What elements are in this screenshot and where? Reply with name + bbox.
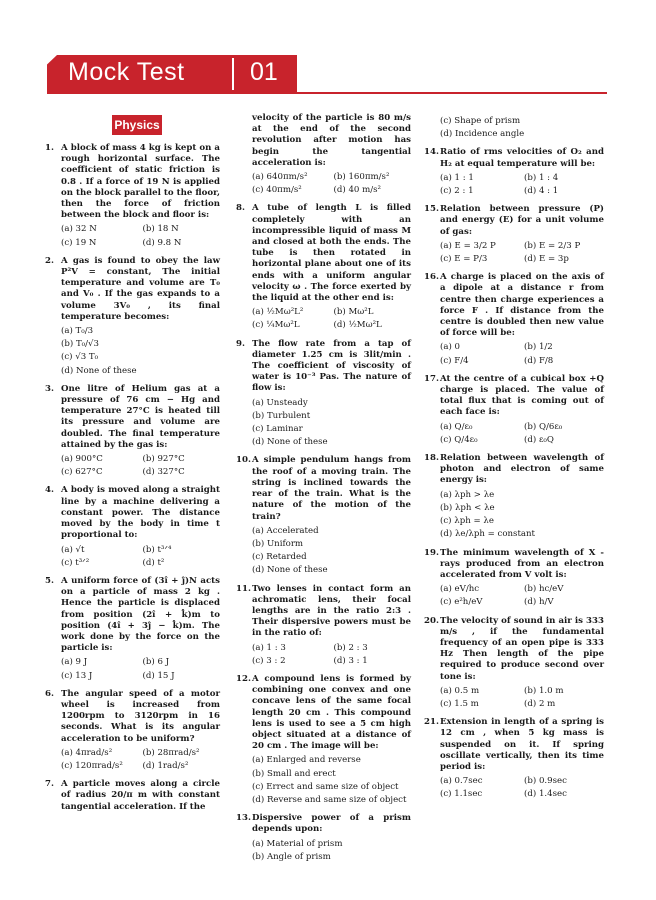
option: (b) Mω²L [333,307,374,318]
options-list [252,397,411,450]
option: (c) 3 : 2 [252,655,286,666]
option: (c) √3 T₀ [61,352,99,363]
option: (d) ε₀Q [524,434,554,445]
option: (b) 6 J [142,657,170,668]
option: (d) 1rad/s² [142,760,189,771]
options-list [61,747,220,773]
question-number: 8. [236,203,245,214]
option: (c) 19 N [61,237,97,248]
question [424,147,604,198]
question-number: 21. [424,717,439,728]
question-text: Extension in length of a spring is 12 cm , when 5 kg mass is suspended on it. If spring oscillate vertically, then its time period is: [440,717,604,772]
option: (a) ½Mω²L² [252,307,304,318]
option: (b) 1.0 m [524,685,564,696]
option: (a) 0.7sec [440,776,483,787]
option: (d) 4 : 1 [524,186,559,197]
question [45,485,220,569]
option: (a) 1 : 1 [440,172,474,183]
option: (b) t³ᐟ⁴ [142,544,172,555]
options-list [440,341,604,367]
option: (c) 1.5 m [440,698,479,709]
question [236,339,411,450]
option: (b) 1/2 [524,342,553,353]
option: (b) 2 : 3 [333,642,368,653]
question-number: 6. [45,688,54,699]
question [45,689,220,773]
question-text: The velocity of sound in air is 333 m/s , if the fundamental frequency of an open pipe is 333 Hz Then length of the pipe required to produce second over tone is: [440,615,604,682]
option: (a) Q/ε₀ [440,421,473,432]
option: (a) √t [61,544,85,555]
option: (b) 28πrad/s² [142,747,200,758]
option: (b) 160πm/s² [333,172,390,183]
column-3 [424,113,604,808]
question-number: 16. [424,272,439,283]
options-list [440,172,604,198]
option: (c) 627°C [61,467,103,478]
question-text: A block of mass 4 kg is kept on a rough horizontal surface. The coefficient of static friction is 0.8 . If a force of 19 N is applied on the block parallel to the floor, then the force of friction between the block and floor is: [61,143,220,221]
option: (c) E = P/3 [440,254,488,265]
options-list [252,838,411,864]
question-number: 11. [236,583,251,594]
option: (a) 0.5 m [440,685,480,696]
option: (d) None of these [61,365,137,376]
question [424,115,604,141]
option: (c) λph = λe [440,516,494,527]
option: (b) 0.9sec [524,776,567,787]
option: (a) 640πm/s² [252,172,308,183]
question-text: The flow rate from a tap of diameter 1.25 cm is 3lit/min . The coefficient of viscosity of water is 10⁻³ Pas. The nature of flow is: [252,338,411,394]
question [424,717,604,801]
question-number: 1. [45,143,54,153]
option: (a) T₀/3 [61,326,94,337]
question [236,113,411,197]
option: (b) λph < λe [440,502,495,513]
question [236,813,411,864]
option: (d) 2 m [524,698,556,709]
option: (a) λph > λe [440,489,495,500]
option: (a) Enlarged and reverse [252,755,361,766]
option: (b) T₀/√3 [61,339,99,350]
question [424,374,604,447]
option: (a) 0 [440,342,461,353]
column-2 [236,113,411,870]
option: (c) e²h/eV [440,597,483,608]
option: (c) Retarded [252,552,307,563]
subject-label: Physics [112,115,162,135]
options-list [61,544,220,570]
option: (d) 327°C [142,467,185,478]
option: (a) E = 3/2 P [440,240,496,251]
question-number: 10. [236,455,251,466]
question-text: A uniform force of (3î + ĵ)N acts on a particle of mass 2 kg . Hence the particle is displaced from position (2î + k̂)m to position (4î + 3ĵ − k̂)m. The work done by the force on the particle is: [61,575,220,654]
option: (a) Unsteady [252,397,308,408]
question-number: 19. [424,547,439,558]
options-list [440,240,604,266]
option: (a) 900°C [61,454,103,465]
option: (c) 40πm/s² [252,185,302,196]
question [236,203,411,332]
options-list [440,489,604,542]
option: (c) 13 J [61,670,93,681]
header-rule [47,92,607,94]
question [45,143,220,250]
options-list [440,583,604,609]
question [45,779,220,813]
question-number: 14. [424,147,439,158]
question-text: Relation between wavelength of photon and electron of same energy is: [440,453,604,486]
question-text: A body is moved along a straight line by a machine delivering a constant power. The distance moved by the body in time t proportional to: [61,485,220,541]
option: (a) eV/hc [440,584,480,595]
option: (c) Errect and same size of object [252,781,399,792]
option: (c) F/4 [440,355,469,366]
question-text: Two lenses in contact form an achromatic lens, their focal lengths are in the ratio 2:3 . Their dispersive powers must be in the ratio of: [252,583,411,639]
option: (b) hc/eV [524,584,564,595]
option: (b) 18 N [142,224,179,235]
question-text: Ratio of rms velocities of O₂ and H₂ at equal temperature will be: [440,147,604,169]
option: (c) 120πrad/s² [61,760,123,771]
option: (d) 1.4sec [524,789,567,800]
mock-test-title: Mock Test [68,58,185,86]
option: (d) 40 m/s² [333,185,382,196]
question-text: At the centre of a cubical box +Q charge is placed. The value of total flux that is coming out of each face is: [440,373,604,418]
option: (a) Accelerated [252,525,319,536]
options-list [61,656,220,682]
option: (a) Material of prism [252,838,343,849]
column-1 [45,143,220,819]
option: (c) Q/4ε₀ [440,434,478,445]
option: (a) 9 J [61,657,88,668]
question [45,256,220,378]
question-text: The minimum wavelength of X -rays produced from an electron accelerated from V volt is: [440,547,604,580]
question-text: A simple pendulum hangs from the roof of a moving train. The string is inclined towards the rear of the train. What is the nature of the motion of the train? [252,455,411,522]
question-text: A tube of length L is filled completely with an incompressible liquid of mass M and closed at both the ends. The tube is then rotated in horizontal plane about one of its ends with a uniform angular velocity ω . The force exerted by the liquid at the other end is: [252,203,411,304]
option: (a) 4πrad/s² [61,747,113,758]
option: (b) 927°C [142,454,185,465]
question-number: 18. [424,453,439,464]
options-list [252,642,411,668]
options-list [440,775,604,801]
option: (d) None of these [252,565,328,576]
question [236,584,411,668]
option: (c) ¼Mω²L [252,320,300,331]
options-list [440,115,604,141]
question-number: 9. [236,338,245,349]
option: (b) Uniform [252,538,304,549]
option: (c) 2 : 1 [440,186,474,197]
question [45,576,220,683]
option: (a) 1 : 3 [252,642,286,653]
question [424,453,604,541]
option: (d) h/V [524,597,554,608]
option: (d) Reverse and same size of object [252,794,407,805]
question-text: A gas is found to obey the law P²V = constant, The initial temperature and volume are T₀ and V₀ . If the gas expands to a volume 3V₀ , its final temperature becomes: [61,255,220,322]
option: (d) Incidence angle [440,129,525,140]
question-text: A charge is placed on the axis of a dipole at a distance r from centre then charge experiences a force F . If distance from the centre is doubled then new value of force will be: [440,272,604,339]
option: (d) t² [142,557,165,568]
question-text: A compound lens is formed by combining one convex and one concave lens of the same focal length 20 cm . This compound lens is used to see a 5 cm high object situated at a distance of 20 cm . The image will be: [252,673,411,752]
question-text: One litre of Helium gas at a pressure of 76 cm − Hg and temperature 27°C is heated till its pressure and volume are doubled. The final temperature attained by the gas is: [61,383,220,450]
options-list [252,525,411,578]
question-number: 5. [45,575,54,586]
question-number: 3. [45,383,54,394]
question [424,548,604,610]
option: (d) 15 J [142,670,175,681]
question-number: 7. [45,779,54,790]
option: (c) 1.1sec [440,789,483,800]
question-text: Relation between pressure (P) and energy (E) for a unit volume of gas: [440,204,604,237]
options-list [61,223,220,249]
option: (d) E = 3p [524,254,569,265]
option: (d) 9.8 N [142,237,182,248]
option: (d) λe/λph = constant [440,529,536,540]
option: (d) ½Mω²L [333,320,382,331]
test-number: 01 [250,58,278,86]
option: (c) Shape of prism [440,116,521,126]
option: (c) t³ᐟ² [61,557,90,568]
options-list [61,325,220,378]
option: (b) Small and erect [252,768,336,779]
question-number: 20. [424,615,439,626]
option: (d) None of these [252,437,328,448]
options-list [61,453,220,479]
option: (b) 1 : 4 [524,172,559,183]
options-list [440,421,604,447]
option: (d) F/8 [524,355,554,366]
question-number: 13. [236,813,251,824]
question [424,616,604,712]
banner-divider [232,58,234,90]
question [424,204,604,266]
option: (b) E = 2/3 P [524,240,581,251]
question [45,384,220,480]
options-list [440,685,604,711]
question [236,674,411,807]
option: (a) 32 N [61,224,97,235]
option: (b) Q/6ε₀ [524,421,563,432]
options-list [252,171,411,197]
question [424,272,604,368]
question-number: 15. [424,204,439,215]
question-number: 17. [424,373,439,384]
option: (c) Laminar [252,424,303,435]
option: (b) Angle of prism [252,851,331,862]
options-list [252,754,411,807]
question-number: 4. [45,485,54,496]
question-text: A particle moves along a circle of radius 20/π m with constant tangential acceleration. If the [61,779,220,812]
option: (b) Turbulent [252,410,311,421]
option: (d) 3 : 1 [333,655,368,666]
question-text: The angular speed of a motor wheel is increased from 1200rpm to 3120rpm in 16 seconds. What is its angular acceleration to be uniform? [61,688,220,744]
question-number: 2. [45,255,54,266]
question-text: Dispersive power of a prism depends upon: [252,813,411,835]
question-number: 12. [236,673,251,684]
question [236,455,411,577]
question-text: velocity of the particle is 80 m/s at the end of the second revolution after motion has begin the tangential acceleration is: [252,113,411,168]
options-list [252,306,411,332]
